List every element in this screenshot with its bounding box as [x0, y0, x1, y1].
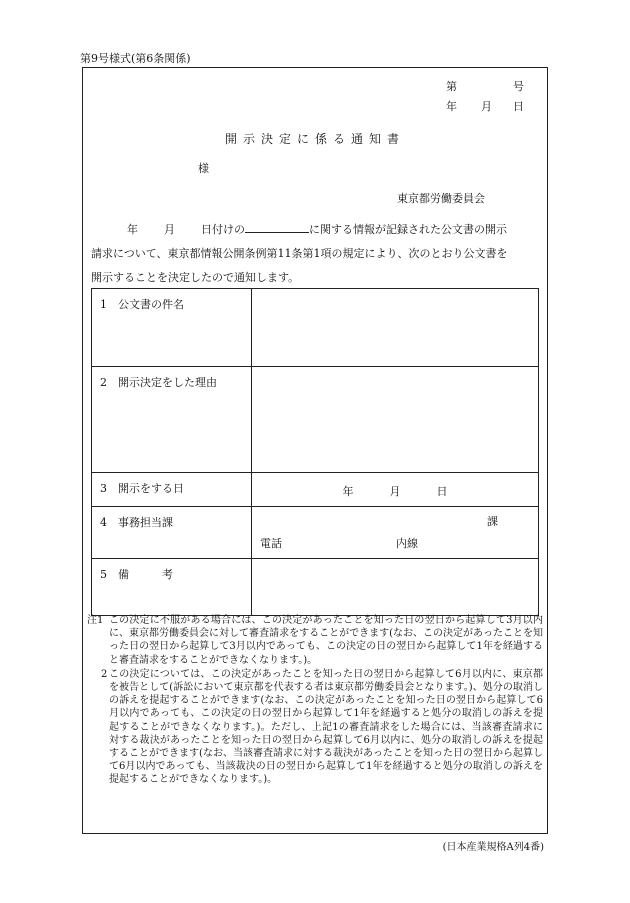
- date-year: 年: [446, 100, 457, 113]
- row-label: 4 事務担当課: [92, 507, 252, 559]
- paper-size-note: (日本産業規格A列4番): [442, 842, 544, 853]
- note-mark: 2: [101, 668, 108, 680]
- row-value: [252, 473, 539, 507]
- form-number: 第9号様式(第6条関係): [80, 52, 191, 65]
- decision-table: [91, 288, 539, 616]
- row-value: [252, 559, 539, 616]
- row-label: 1 公文書の件名: [92, 289, 252, 367]
- note-1: [87, 614, 543, 667]
- body-date-tail: 日付けの: [201, 223, 245, 236]
- note-text: この決定に不服がある場合には、この決定があったことを知った日の翌日から起算して3月以内に、東京都労働委員会に対して審査請求をすることができます(なお、この決定があったことを知った日の翌日から起算して3月以内であっても、この決定の日の翌日から起算して1年を経過すると審査請求をすることができなくなります。)。: [109, 615, 543, 666]
- row-label: 5 備 考: [92, 559, 252, 616]
- note-2: [87, 668, 543, 787]
- note-mark: 注1: [87, 615, 104, 626]
- table-row: [92, 507, 539, 559]
- phone-label: 電話: [260, 537, 282, 550]
- row-value: [252, 507, 539, 559]
- row-value: [252, 367, 539, 473]
- open-date-day: 日: [436, 485, 448, 498]
- open-date-month: 月: [389, 485, 401, 498]
- row-value: [252, 289, 539, 367]
- table-row: [92, 367, 539, 473]
- issuer-name: 東京都労働委員会: [397, 192, 485, 205]
- table-row: [92, 289, 539, 367]
- note-text: この決定については、この決定があったことを知った日の翌日から起算して6月以内に、東京都を被告として(訴訟において東京都を代表する者は東京都労働委員会となります。)、処分の取消しの訴えを提起することができます(なお、この決定があったことを知った日の翌日から起算して6月以内であっても、この決定の日の翌日から起算して1年を経過すると処分の取消しの訴えを提起することができなくなります。)。ただし、上記1の審査請求をした場合には、当該審査請求に対する裁決があったことを知った日の翌日から起算して6月以内に、処分の取消しの訴えを提起することができます(なお、当該審査請求に対する裁決があったことを知った日の翌日から起算して6月以内であっても、当該裁決の日の翌日から起算して1年を経過すると処分の取消しの訴えを提起することができなくなります。)。: [109, 668, 543, 786]
- row-label: 3 開示をする日: [92, 473, 252, 507]
- document-title: 開示決定に係る通知書: [224, 132, 405, 146]
- table-row: [92, 559, 539, 616]
- body-line-3: 開示することを決定したので通知します。: [91, 271, 300, 284]
- open-date-year: 年: [342, 485, 354, 498]
- body-line-2: 請求について、東京都情報公開条例第11条第1項の規定により、次のとおり公文書を: [91, 247, 508, 260]
- table-row: [92, 473, 539, 507]
- body-year: 年: [127, 223, 138, 236]
- extension-label: 内線: [396, 537, 418, 550]
- notes: [87, 614, 543, 787]
- number-suffix: 号: [513, 80, 524, 93]
- number-prefix: 第: [446, 80, 457, 93]
- notice-body: [91, 218, 541, 290]
- notice-form: [82, 67, 548, 834]
- subject-blank: [245, 221, 309, 233]
- section-suffix: 課: [487, 515, 498, 528]
- date-day: 日: [513, 100, 524, 113]
- row-label: 2 開示決定をした理由: [92, 367, 252, 473]
- date-month: 月: [481, 100, 492, 113]
- body-month: 月: [164, 223, 175, 236]
- body-line-1: [91, 218, 541, 242]
- body-line-1-rest: に関する情報が記録された公文書の開示: [309, 223, 507, 236]
- addressee-suffix: 様: [198, 162, 209, 175]
